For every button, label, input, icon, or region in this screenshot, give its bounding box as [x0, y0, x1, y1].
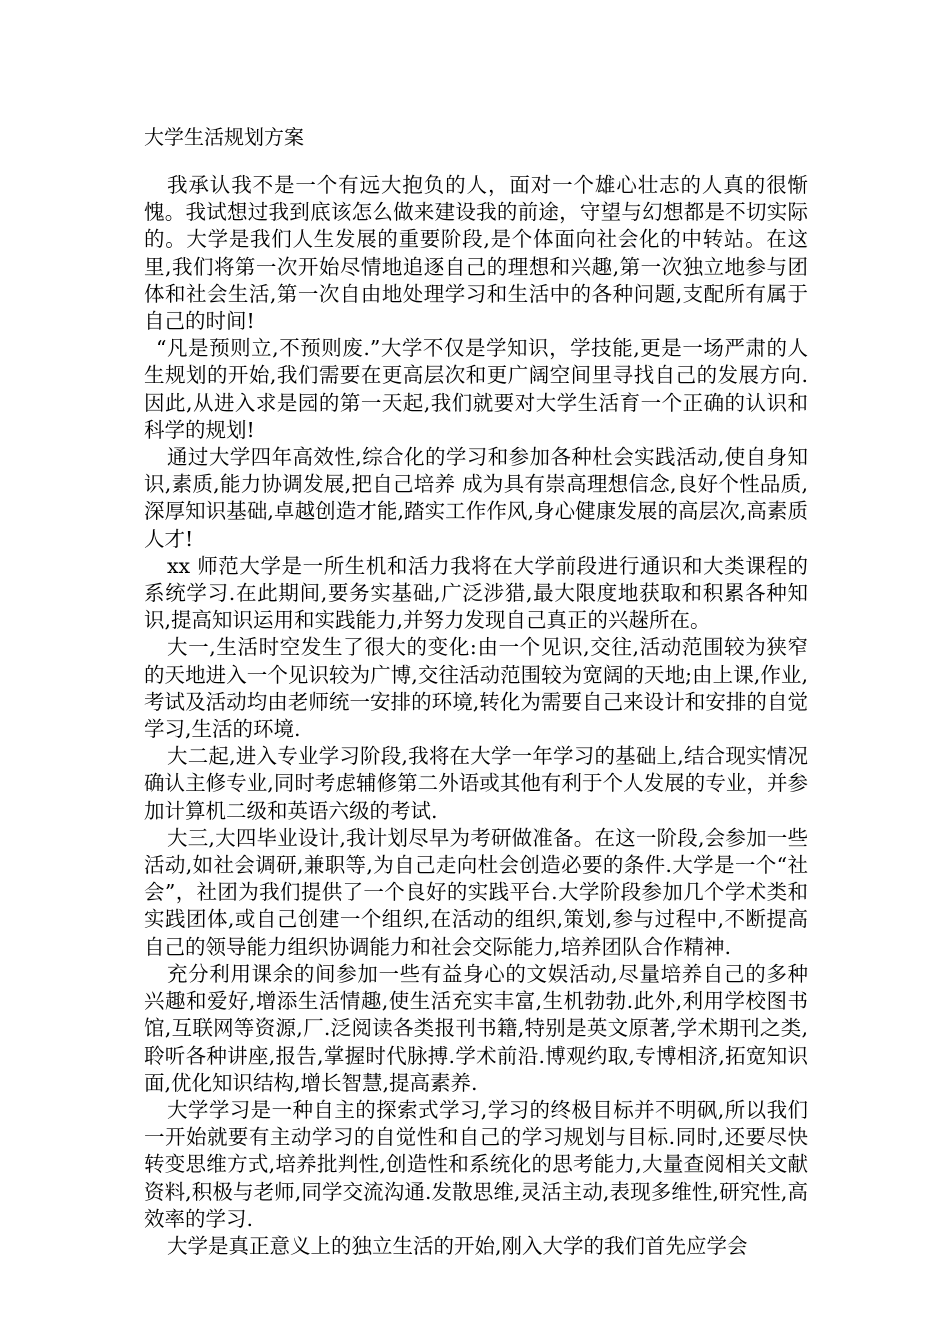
paragraph-year-three-four: 大三,大四毕业设计,我计划尽早为考研做准备。在这一阶段,会参加一些活动,如社会调研,兼职等,为自己走向杜会创造必要的条件.大学是一个“社会”，社团为我们提供了一个良好的实践平台.大学阶段参加几个学术类和实践团体,或自己创建一个组织,在活动的组织,策划,参与过程中,不断提高自己的领导能力组织协调能力和社会交际能力,培养团队合作精神.: [144, 825, 808, 959]
document-body: [144, 172, 808, 1260]
paragraph-goals: 通过大学四年高效性,综合化的学习和参加各种杜会实践活动,使自身知识,素质,能力协调发展,把自己培养 成为具有崇高理想信念,良好个性品质,深厚知识基础,卓越创造才能,踏实工作作风,身心健康发展的高层次,高素质人才!: [144, 445, 808, 551]
paragraph-study-method: 大学学习是一种自主的探索式学习,学习的终极目标并不明砜,所以我们一开始就要有主动学习的自觉性和自己的学习规划与目标.同时,还要尽快转变思维方式,培养批判性,创造性和系统化的思考能力,大量查阅相关文献资料,积极与老师,同学交流沟通.发散思维,灵活主动,表现多维性,研究性,高效率的学习.: [144, 1097, 808, 1231]
paragraph-year-two: 大二起,进入专业学习阶段,我将在大学一年学习的基础上,结合现实情况确认主修专业,同时考虑辅修第二外语或其他有利于个人发展的专业，并参加计算机二级和英语六级的考试.: [144, 744, 808, 823]
paragraph-extracurricular: 充分利用课余的间参加一些有益身心的文娱活动,尽量培养自己的多种兴趣和爱好,增添生活情趣,使生活充实丰富,生机勃勃.此外,利用学校图书馆,互联网等资源,厂.泛阅读各类报刊书籍,特别是英文原著,学术期刊之类,聆听各种讲座,报告,掌握时代脉搏.学术前沿.博观约取,专博相济,拓宽知识面,优化知识结构,增长智慧,提高素养.: [144, 961, 808, 1095]
paragraph-university: xx 师范大学是一所生机和活力我将在大学前段进行通识和大类课程的系统学习.在此期间,要务实基础,广泛涉猎,最大限度地获取和积累各种知识,提高知识运用和实践能力,并努力发现自己真正的兴趓所在。: [144, 553, 808, 633]
paragraph-year-one: 大一,生活时空发生了很大的变化:由一个见识,交往,活动范围较为狭窄的天地进入一个见识较为广博,交往活动范围较为宽阔的天地;由上课,作业,考试及活动均由老师统一安排的环境,转化为需要自己来设计和安排的自觉学习,生活的环境.: [144, 635, 808, 742]
paragraph-independence: 大学是真正意义上的独立生活的开始,刚入大学的我们首先应学会: [167, 1233, 748, 1258]
paragraph-intro: 我承认我不是一个有远大抱负的人，面对一个雄心壮志的人真的很惭愧。我试想过我到底该怎么做来建设我的前途，守望与幻想都是不切实际的。大学是我们人生发展的重要阶段,是个体面向社会化的中转站。在这里,我们将第一次开始尽情地追逐自己的理想和兴趣,第一次独立地参与团体和社会生活,第一次自由地处理学习和生活中的各种问题,支配所有属于自己的时间!: [144, 173, 808, 334]
paragraph-planning: “凡是预则立,不预则废.”大学不仅是学知识，学技能,更是一场严肃的人生规划的开始,我们需要在更高层次和更广阔空间里寻找自己的发展方向.因此,从进入求是园的第一天起,我们就要对大学生活育一个正确的认识和科学的规划!: [144, 336, 808, 442]
document-title: 大学生活规划方案: [144, 125, 304, 149]
